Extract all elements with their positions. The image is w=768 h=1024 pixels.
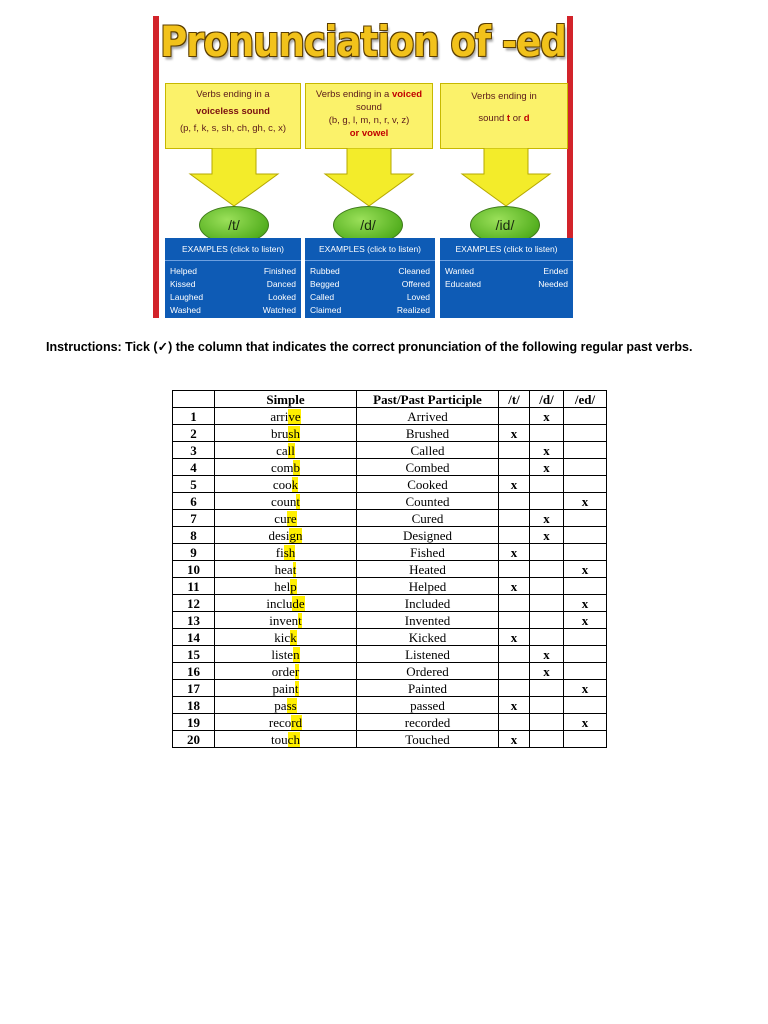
header-d: /d/: [530, 391, 564, 408]
examples-left-col: [310, 265, 341, 317]
tick-ed-cell[interactable]: [564, 510, 607, 527]
simple-verb: [215, 493, 357, 510]
verb-stem: kic: [274, 629, 291, 645]
example-word[interactable]: Educated: [445, 279, 481, 289]
tick-t-cell[interactable]: [499, 527, 530, 544]
past-verb: Included: [357, 595, 499, 612]
rule-keyword: voiced: [391, 89, 423, 100]
tick-ed-cell[interactable]: x: [564, 595, 607, 612]
verb-stem: liste: [271, 646, 294, 662]
example-word[interactable]: Claimed: [310, 305, 342, 315]
verb-ending-highlight: re: [286, 510, 297, 526]
row-number: 20: [173, 731, 215, 748]
header-simple: Simple: [215, 391, 357, 408]
verb-ending-highlight: rd: [291, 714, 303, 730]
simple-verb: [215, 408, 357, 425]
tick-d-cell[interactable]: [530, 629, 564, 646]
example-word[interactable]: Wanted: [445, 266, 474, 276]
down-arrow-icon: [460, 148, 552, 208]
table-body: [173, 408, 607, 748]
table-row: [173, 476, 607, 493]
tick-ed-cell[interactable]: [564, 527, 607, 544]
verb-stem: hel: [274, 578, 291, 594]
verb-ending-highlight: t: [294, 680, 299, 696]
example-word[interactable]: Offered: [401, 279, 430, 289]
table-row: [173, 493, 607, 510]
verb-stem: inven: [269, 612, 299, 628]
tick-d-cell[interactable]: [530, 493, 564, 510]
verb-ending-highlight: t: [292, 561, 297, 577]
example-word[interactable]: Finished: [263, 266, 296, 276]
rule-box-t-or-d: [440, 83, 568, 149]
example-word[interactable]: Loved: [406, 292, 430, 302]
table-row: [173, 459, 607, 476]
row-number: 2: [173, 425, 215, 442]
poster-title: Pronunciation of -ed: [160, 18, 566, 67]
row-number: 16: [173, 663, 215, 680]
past-verb: Kicked: [357, 629, 499, 646]
row-number: 13: [173, 612, 215, 629]
table-row: [173, 629, 607, 646]
table-row: [173, 561, 607, 578]
verb-ending-highlight: k: [290, 629, 297, 645]
verb-ending-highlight: gn: [289, 527, 303, 543]
simple-verb: [215, 561, 357, 578]
table-row: [173, 714, 607, 731]
verb-ending-highlight: b: [293, 459, 300, 475]
past-verb: Called: [357, 442, 499, 459]
simple-verb: [215, 578, 357, 595]
table-row: [173, 697, 607, 714]
example-word[interactable]: Kissed: [170, 279, 196, 289]
simple-verb: [215, 731, 357, 748]
verb-stem: tou: [271, 731, 288, 747]
simple-verb: [215, 697, 357, 714]
past-verb: Heated: [357, 561, 499, 578]
tick-t-cell[interactable]: x: [499, 425, 530, 442]
rule-box-voiced: [305, 83, 433, 149]
example-word[interactable]: Danced: [266, 279, 296, 289]
tick-d-cell[interactable]: x: [530, 527, 564, 544]
table-row: [173, 731, 607, 748]
row-number: 11: [173, 578, 215, 595]
verb-stem: pain: [272, 680, 295, 696]
verb-stem: hea: [274, 561, 293, 577]
tick-ed-cell[interactable]: x: [564, 493, 607, 510]
row-number: 8: [173, 527, 215, 544]
tick-d-cell[interactable]: [530, 476, 564, 493]
verb-ending-highlight: sh: [283, 544, 296, 560]
table-row: [173, 510, 607, 527]
row-number: 9: [173, 544, 215, 561]
tick-t-cell[interactable]: x: [499, 476, 530, 493]
example-word[interactable]: Watched: [262, 305, 296, 315]
rule-line: Verbs ending in a: [196, 89, 270, 100]
simple-verb: [215, 612, 357, 629]
tick-t-cell[interactable]: [499, 442, 530, 459]
tick-ed-cell[interactable]: [564, 646, 607, 663]
tick-ed-cell[interactable]: [564, 697, 607, 714]
table-row: [173, 612, 607, 629]
verb-ending-highlight: ch: [287, 731, 300, 747]
past-verb: Listened: [357, 646, 499, 663]
rule-word: sound: [478, 113, 505, 124]
past-verb: Helped: [357, 578, 499, 595]
verb-ending-highlight: p: [290, 578, 297, 594]
row-number: 3: [173, 442, 215, 459]
verb-stem: cu: [274, 510, 287, 526]
table-row: [173, 578, 607, 595]
instructions-text: Instructions: Tick (✓) the column that indicates the correct pronunciation of the following regular past verbs.: [46, 340, 693, 354]
example-word[interactable]: Realized: [396, 305, 430, 315]
simple-verb: [215, 714, 357, 731]
verb-ending-highlight: ve: [288, 408, 301, 424]
tick-d-cell[interactable]: x: [530, 408, 564, 425]
example-word[interactable]: Ended: [543, 266, 568, 276]
past-verb: Cooked: [357, 476, 499, 493]
past-verb: Combed: [357, 459, 499, 476]
tick-ed-cell[interactable]: [564, 408, 607, 425]
verb-ending-highlight: ll: [287, 442, 295, 458]
tick-ed-cell[interactable]: [564, 629, 607, 646]
tick-ed-cell[interactable]: [564, 544, 607, 561]
pronunciation-poster: [153, 16, 573, 318]
rule-word: d: [521, 113, 530, 124]
tick-d-cell[interactable]: [530, 697, 564, 714]
row-number: 4: [173, 459, 215, 476]
tick-t-cell[interactable]: x: [499, 578, 530, 595]
tick-t-cell[interactable]: [499, 493, 530, 510]
simple-verb: [215, 663, 357, 680]
row-number: 5: [173, 476, 215, 493]
past-verb: Fished: [357, 544, 499, 561]
tick-ed-cell[interactable]: [564, 459, 607, 476]
rule-word: or: [510, 113, 522, 124]
verb-ending-highlight: de: [292, 595, 305, 611]
example-word[interactable]: Begged: [310, 279, 340, 289]
sound-t-badge: /t/: [199, 206, 269, 244]
tick-d-cell[interactable]: [530, 561, 564, 578]
down-arrow-icon: [188, 148, 280, 208]
verb-stem: desi: [268, 527, 290, 543]
examples-left-col: [170, 265, 203, 317]
verb-ending-highlight: ss: [286, 697, 297, 713]
row-number: 18: [173, 697, 215, 714]
tick-t-cell[interactable]: [499, 680, 530, 697]
rule-line: (p, f, k, s, sh, ch, gh, c, x): [179, 123, 287, 134]
rule-line: sound: [356, 102, 382, 113]
tick-d-cell[interactable]: [530, 714, 564, 731]
table-row: [173, 663, 607, 680]
tick-d-cell[interactable]: [530, 578, 564, 595]
verb-ending-highlight: t: [298, 612, 302, 628]
row-number: 1: [173, 408, 215, 425]
table-row: [173, 442, 607, 459]
verb-stem: arri: [270, 408, 289, 424]
verb-stem: pa: [274, 697, 287, 713]
row-number: 17: [173, 680, 215, 697]
verb-stem: ca: [276, 442, 288, 458]
sound-id-badge: /id/: [470, 206, 540, 244]
tick-ed-cell[interactable]: x: [564, 714, 607, 731]
tick-ed-cell[interactable]: x: [564, 561, 607, 578]
tick-ed-cell[interactable]: [564, 425, 607, 442]
rule-line: [441, 108, 567, 130]
rule-word: t: [504, 113, 511, 124]
tick-d-cell[interactable]: [530, 544, 564, 561]
verb-ending-highlight: r: [294, 663, 300, 679]
tick-t-cell[interactable]: x: [499, 697, 530, 714]
header-ed: /ed/: [564, 391, 607, 408]
row-number: 6: [173, 493, 215, 510]
row-number: 15: [173, 646, 215, 663]
verb-stem: orde: [271, 663, 295, 679]
tick-t-cell[interactable]: [499, 459, 530, 476]
simple-verb: [215, 459, 357, 476]
examples-panel-id[interactable]: [440, 238, 573, 318]
tick-ed-cell[interactable]: x: [564, 612, 607, 629]
row-number: 19: [173, 714, 215, 731]
tick-d-cell[interactable]: x: [530, 646, 564, 663]
table-row: [173, 680, 607, 697]
past-verb: Touched: [357, 731, 499, 748]
verb-stem: bru: [271, 425, 289, 441]
simple-verb: [215, 544, 357, 561]
tick-t-cell[interactable]: [499, 663, 530, 680]
simple-verb: [215, 646, 357, 663]
example-word[interactable]: Rubbed: [310, 266, 340, 276]
examples-panel-d[interactable]: [305, 238, 435, 318]
tick-t-cell[interactable]: [499, 595, 530, 612]
rule-box-voiceless: [165, 83, 301, 149]
tick-t-cell[interactable]: [499, 510, 530, 527]
tick-ed-cell[interactable]: [564, 578, 607, 595]
past-verb: Painted: [357, 680, 499, 697]
verb-stem: coo: [272, 476, 292, 492]
verb-ending-highlight: t: [296, 493, 300, 509]
past-verb: Arrived: [357, 408, 499, 425]
table-row: [173, 527, 607, 544]
rule-line: Verbs ending in: [471, 91, 537, 102]
table-row: [173, 646, 607, 663]
example-word[interactable]: Helped: [170, 266, 197, 276]
past-verb: Designed: [357, 527, 499, 544]
verbs-table: [172, 390, 607, 748]
tick-ed-cell[interactable]: [564, 442, 607, 459]
verb-stem: reco: [268, 714, 292, 730]
rule-line: voiceless sound: [196, 106, 270, 117]
rule-line: (b, g, l, m, n, r, v, z): [328, 115, 410, 126]
examples-right-col: [397, 265, 430, 317]
simple-verb: [215, 629, 357, 646]
simple-verb: [215, 425, 357, 442]
past-verb: Invented: [357, 612, 499, 629]
header-past: Past/Past Participle: [357, 391, 499, 408]
tick-d-cell[interactable]: x: [530, 459, 564, 476]
table-row: [173, 408, 607, 425]
example-word[interactable]: Laughed: [170, 292, 204, 302]
row-number: 12: [173, 595, 215, 612]
rule-line: Verbs ending in a voiced: [315, 89, 423, 100]
tick-d-cell[interactable]: x: [530, 663, 564, 680]
verb-stem: coun: [271, 493, 297, 509]
simple-verb: [215, 595, 357, 612]
tick-t-cell[interactable]: x: [499, 629, 530, 646]
examples-header[interactable]: EXAMPLES (click to listen): [305, 238, 435, 261]
table-row: [173, 544, 607, 561]
header-number: [173, 391, 215, 408]
tick-t-cell[interactable]: [499, 714, 530, 731]
examples-header[interactable]: EXAMPLES (click to listen): [165, 238, 301, 261]
past-verb: Cured: [357, 510, 499, 527]
example-word[interactable]: Looked: [268, 292, 296, 302]
tick-t-cell[interactable]: [499, 561, 530, 578]
tick-t-cell[interactable]: [499, 612, 530, 629]
tick-t-cell[interactable]: [499, 646, 530, 663]
table-row: [173, 425, 607, 442]
example-word[interactable]: Called: [310, 292, 335, 302]
example-word[interactable]: Cleaned: [398, 266, 430, 276]
tick-ed-cell[interactable]: x: [564, 680, 607, 697]
simple-verb: [215, 510, 357, 527]
tick-t-cell[interactable]: [499, 408, 530, 425]
simple-verb: [215, 527, 357, 544]
tick-t-cell[interactable]: x: [499, 731, 530, 748]
sound-d-badge: /d/: [333, 206, 403, 244]
past-verb: recorded: [357, 714, 499, 731]
past-verb: Brushed: [357, 425, 499, 442]
row-number: 14: [173, 629, 215, 646]
past-verb: Counted: [357, 493, 499, 510]
example-word[interactable]: Washed: [170, 305, 201, 315]
past-verb: passed: [357, 697, 499, 714]
simple-verb: [215, 442, 357, 459]
tick-ed-cell[interactable]: [564, 663, 607, 680]
table-header-row: [173, 391, 607, 408]
tick-d-cell[interactable]: [530, 680, 564, 697]
examples-right-col: [538, 265, 568, 291]
tick-t-cell[interactable]: x: [499, 544, 530, 561]
examples-panel-t[interactable]: [165, 238, 301, 318]
tick-d-cell[interactable]: [530, 731, 564, 748]
row-number: 7: [173, 510, 215, 527]
past-verb: Ordered: [357, 663, 499, 680]
example-word[interactable]: Needed: [538, 279, 568, 289]
tick-ed-cell[interactable]: [564, 731, 607, 748]
verb-stem: inclu: [266, 595, 293, 611]
tick-d-cell[interactable]: [530, 612, 564, 629]
verb-ending-highlight: sh: [288, 425, 300, 441]
tick-d-cell[interactable]: x: [530, 442, 564, 459]
verb-ending-highlight: n: [293, 646, 300, 662]
down-arrow-icon: [323, 148, 415, 208]
tick-d-cell[interactable]: x: [530, 510, 564, 527]
verb-ending-highlight: k: [291, 476, 299, 492]
verb-stem: fi: [275, 544, 284, 560]
tick-d-cell[interactable]: [530, 425, 564, 442]
examples-left-col: [445, 265, 481, 291]
rule-line: or vowel: [349, 128, 389, 139]
verb-stem: com: [271, 459, 294, 475]
table-row: [173, 595, 607, 612]
simple-verb: [215, 680, 357, 697]
header-t: /t/: [499, 391, 530, 408]
examples-header[interactable]: EXAMPLES (click to listen): [440, 238, 573, 261]
simple-verb: [215, 476, 357, 493]
tick-d-cell[interactable]: [530, 595, 564, 612]
row-number: 10: [173, 561, 215, 578]
tick-ed-cell[interactable]: [564, 476, 607, 493]
examples-right-col: [263, 265, 296, 317]
